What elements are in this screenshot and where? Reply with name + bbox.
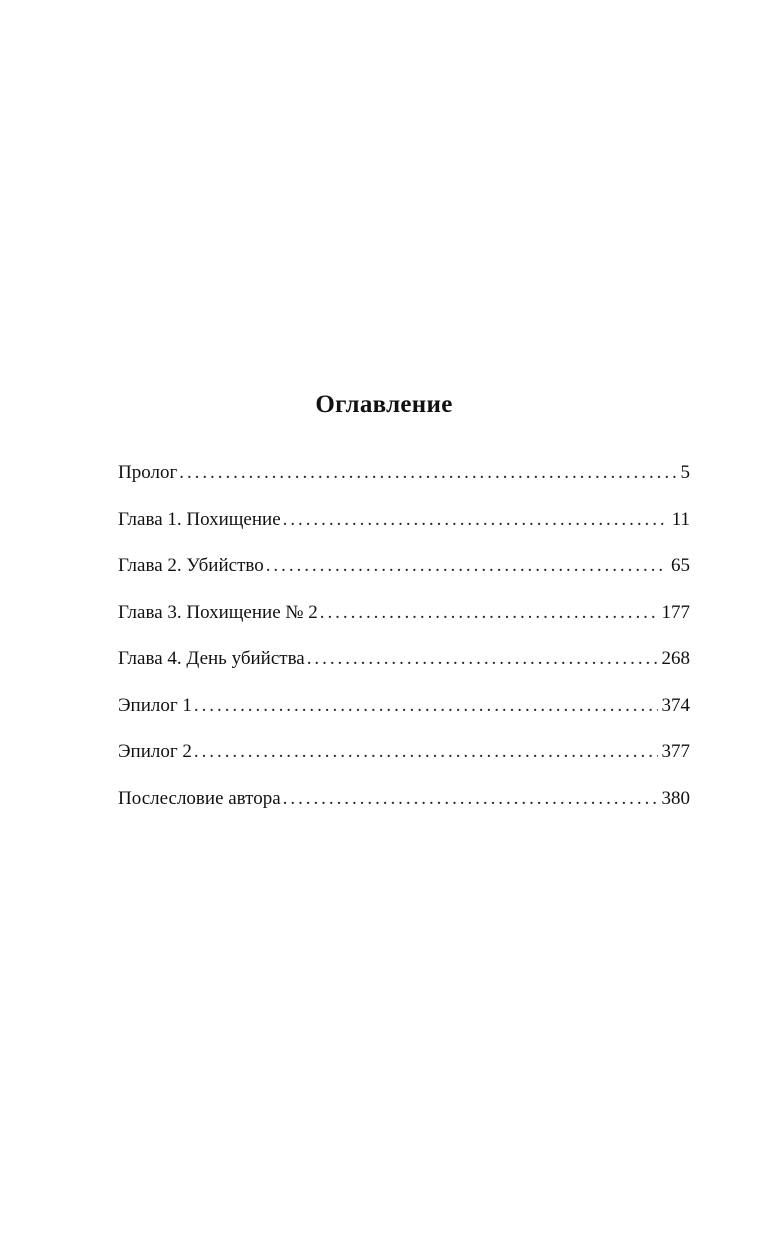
toc-entry[interactable]	[118, 599, 690, 646]
toc-entry-label: Пролог	[118, 462, 178, 483]
toc-entry-page: 65	[671, 555, 690, 576]
toc-entry-page: 268	[661, 648, 690, 669]
dot-leader	[179, 459, 676, 487]
toc-entry[interactable]	[118, 692, 690, 739]
toc-entry-page: 377	[661, 741, 690, 762]
toc-entry-page: 380	[661, 787, 690, 809]
toc-entry[interactable]	[118, 459, 690, 506]
toc-entry[interactable]	[118, 738, 690, 785]
toc-heading: Оглавление	[315, 391, 453, 418]
toc-entry-page: 11	[671, 508, 690, 530]
toc-entry-page: 177	[661, 601, 690, 623]
toc-entry-label: Глава 3. Похищение № 2	[118, 601, 318, 623]
dot-leader	[194, 692, 658, 720]
dot-leader	[320, 599, 658, 627]
toc-entry[interactable]	[118, 645, 690, 692]
toc-entry-label: Эпилог 2	[118, 741, 192, 762]
toc-entry-label: Послесловие автора	[118, 787, 281, 809]
toc-entry-label: Глава 4. День убийства	[118, 648, 305, 669]
toc-entry[interactable]	[118, 552, 690, 599]
dot-leader	[194, 738, 658, 766]
toc-list	[118, 459, 690, 831]
dot-leader	[283, 506, 668, 534]
toc-entry-page: 374	[661, 694, 690, 716]
toc-entry-label: Глава 2. Убийство	[118, 555, 264, 576]
toc-entry[interactable]	[118, 506, 690, 553]
toc-entry[interactable]	[118, 785, 690, 832]
toc-entry-label: Глава 1. Похищение	[118, 508, 281, 530]
dot-leader	[283, 785, 658, 813]
toc-entry-page: 5	[680, 462, 690, 483]
toc-entry-label: Эпилог 1	[118, 694, 192, 716]
dot-leader	[307, 645, 658, 673]
dot-leader	[266, 552, 667, 580]
